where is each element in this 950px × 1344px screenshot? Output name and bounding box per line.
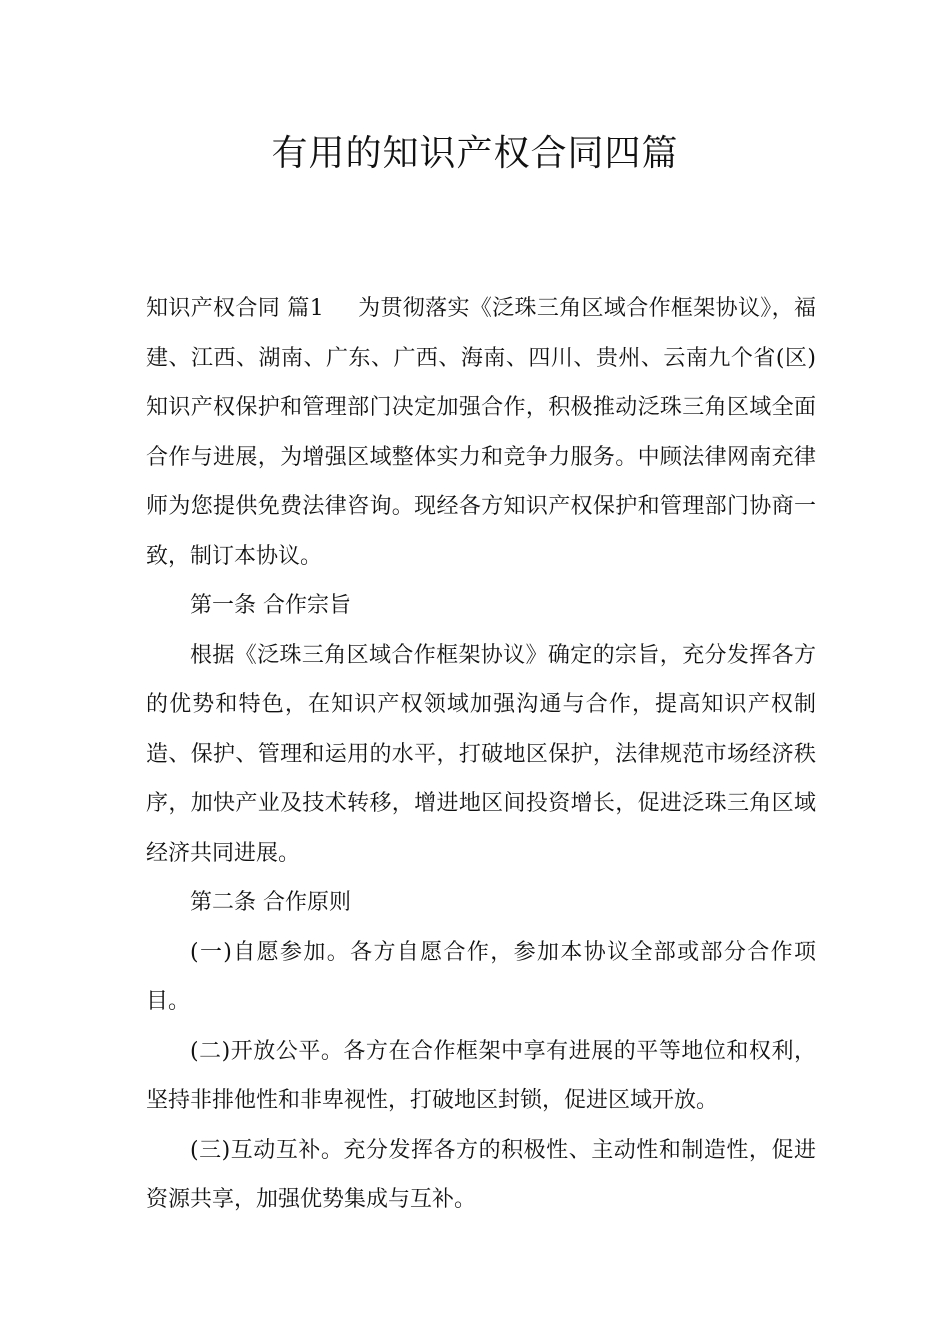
article-1-heading: 第一条 合作宗旨 bbox=[190, 593, 351, 618]
document-title: 有用的知识产权合同四篇 bbox=[271, 133, 679, 174]
intro-paragraph bbox=[146, 284, 816, 581]
principle-3-paragraph: (三)互动互补。充分发挥各方的积极性、主动性和制造性，促进资源共享，加强优势集成与互补。 bbox=[146, 1137, 816, 1212]
document-body bbox=[146, 284, 816, 1225]
article-1-paragraph: 根据《泛珠三角区域合作框架协议》确定的宗旨，充分发挥各方的优势和特色，在知识产权领域加强沟通与合作，提高知识产权制造、保护、管理和运用的水平，打破地区保护，法律规范市场经济秩序，加快产业及技术转移，增进地区间投资增长，促进泛珠三角区域经济共同进展。 bbox=[146, 642, 816, 866]
intro-text: 为贯彻落实《泛珠三角区域合作框架协议》，福建、江西、湖南、广东、广西、海南、四川、贵州、云南九个省(区)知识产权保护和管理部门决定加强合作，积极推动泛珠三角区域全面合作与进展，为增强区域整体实力和竞争力服务。中顾法律网南充律师为您提供免费法律咨询。现经各方知识产权保护和管理部门协商一致，制订本协议。 bbox=[146, 296, 816, 569]
principle-1-paragraph: (一)自愿参加。各方自愿合作，参加本协议全部或部分合作项目。 bbox=[146, 939, 816, 1014]
principle-2-paragraph: (二)开放公平。各方在合作框架中享有进展的平等地位和权利，坚持非排他性和非卑视性，打破地区封锁，促进区域开放。 bbox=[146, 1038, 816, 1113]
section-label: 知识产权合同 篇1 bbox=[146, 296, 324, 321]
article-2-heading: 第二条 合作原则 bbox=[190, 890, 351, 915]
